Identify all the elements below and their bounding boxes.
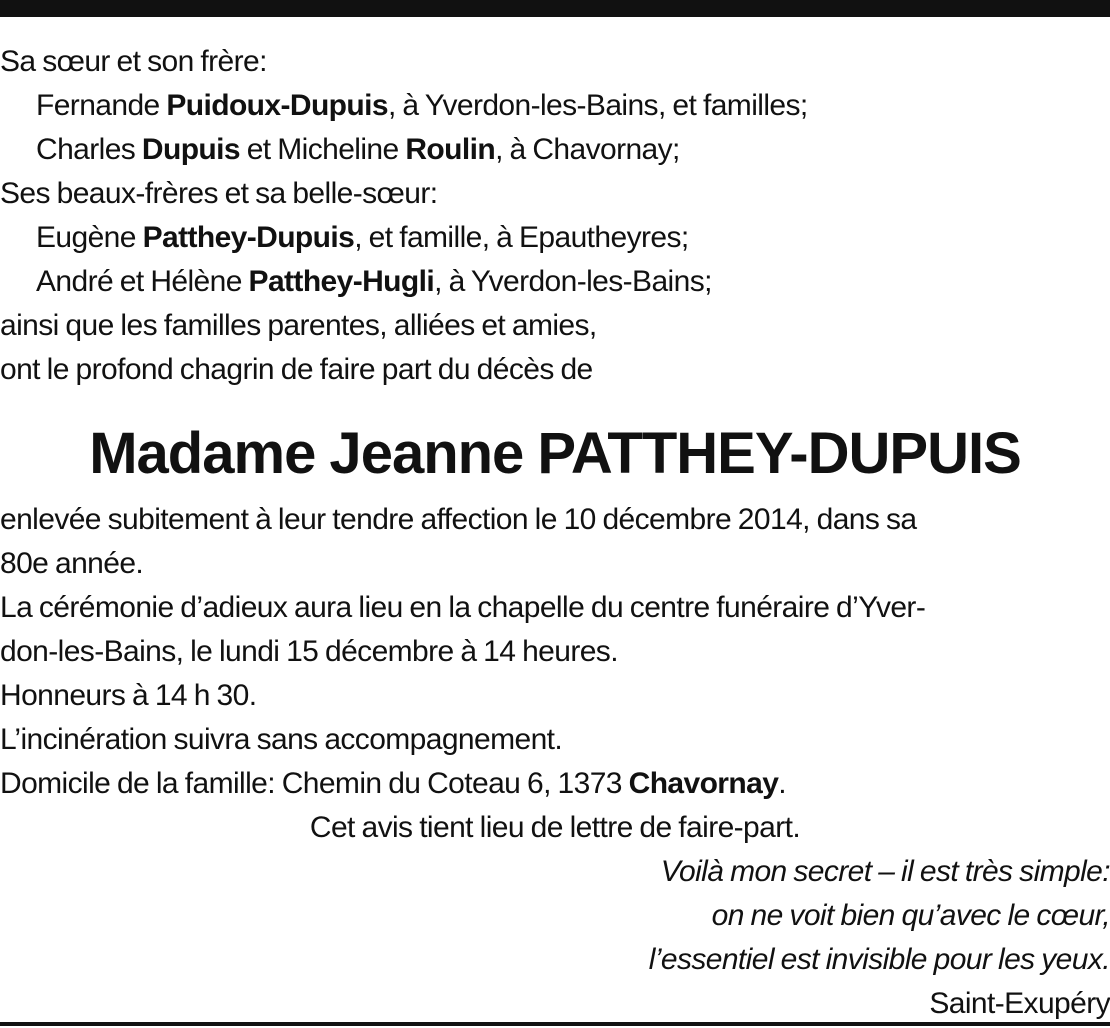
- siblings-heading: Sa sœur et son frère:: [0, 45, 267, 78]
- inlaw-line: [0, 216, 1110, 260]
- given-names: Fernande: [36, 89, 167, 122]
- inlaws-heading: Ses beaux-frères et sa belle-sœur:: [0, 177, 438, 210]
- partner-given-names: et Micheline: [239, 133, 406, 166]
- ceremony-line: La cérémonie d’adieux aura lieu en la chapelle du centre funéraire d’Yver-: [0, 591, 926, 624]
- surname: Patthey-Dupuis: [142, 221, 355, 254]
- quote-line: on ne voit bien qu’avec le cœur,: [711, 899, 1110, 932]
- notice-line: Cet avis tient lieu de lettre de faire-part.: [309, 811, 801, 844]
- surname: Dupuis: [141, 133, 240, 166]
- sibling-line: [0, 128, 1110, 172]
- domicile-punctuation: .: [778, 767, 787, 800]
- partner-surname: Roulin: [405, 133, 496, 166]
- given-names: André et Hélène: [36, 265, 249, 298]
- deceased-name-heading: Madame Jeanne PATTHEY-DUPUIS: [89, 421, 1021, 486]
- given-names: Charles: [36, 133, 142, 166]
- quote-author: Saint-Exupéry: [929, 987, 1110, 1020]
- passing-line: 80e année.: [0, 547, 144, 580]
- residence: , à Yverdon-les-Bains, et familles;: [387, 89, 808, 122]
- residence: , à Chavornay;: [495, 133, 680, 166]
- domicile-line: [0, 762, 1110, 806]
- obituary-notice: [0, 40, 1110, 1026]
- surname: Puidoux-Dupuis: [166, 89, 388, 122]
- domicile-town: Chavornay: [628, 767, 779, 800]
- top-border-rule: [0, 0, 1110, 17]
- surname: Patthey-Hugli: [248, 265, 435, 298]
- relatives-line: ainsi que les familles parentes, alliées et amies,: [0, 309, 597, 342]
- sibling-line: [0, 84, 1110, 128]
- domicile-address: Domicile de la famille: Chemin du Coteau 6, 1373: [0, 767, 629, 800]
- residence: , et famille, à Epautheyres;: [354, 221, 689, 254]
- given-names: Eugène: [36, 221, 143, 254]
- announcement-line: ont le profond chagrin de faire part du décès de: [0, 353, 593, 386]
- honours-line: Honneurs à 14 h 30.: [0, 679, 257, 712]
- passing-line: enlevée subitement à leur tendre affection le 10 décembre 2014, dans sa: [0, 503, 917, 536]
- residence: , à Yverdon-les-Bains;: [434, 265, 712, 298]
- bottom-border-rule: [0, 1022, 1110, 1026]
- cremation-line: L’incinération suivra sans accompagnement.: [0, 723, 563, 756]
- quote-line: l’essentiel est invisible pour les yeux.: [648, 943, 1110, 976]
- quote-line: Voilà mon secret – il est très simple:: [660, 855, 1110, 888]
- inlaw-line: [0, 260, 1110, 304]
- ceremony-line: don-les-Bains, le lundi 15 décembre à 14 heures.: [0, 635, 618, 668]
